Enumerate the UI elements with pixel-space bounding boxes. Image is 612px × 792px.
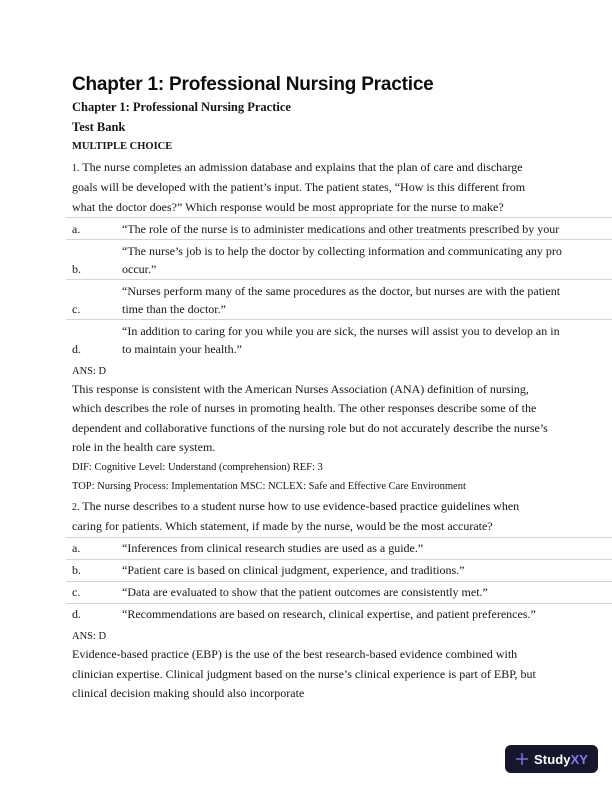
option-row	[66, 319, 612, 359]
option-letter: c.	[72, 301, 81, 316]
options-table	[66, 537, 612, 625]
option-text-line: occur.”	[122, 261, 157, 276]
option-text-line: “The role of the nurse is to administer medications and other treatments prescribed by your	[122, 221, 560, 236]
brand-suffix: XY	[570, 751, 588, 767]
brand-name: Study	[534, 751, 571, 767]
option-letter: a.	[72, 541, 81, 555]
questions-container	[72, 158, 612, 704]
option-text	[122, 560, 612, 581]
option-text	[122, 582, 612, 603]
option-row	[66, 603, 612, 625]
option-text-line: “Recommendations are based on research, clinical expertise, and patient preferences.”	[122, 607, 536, 621]
option-row	[66, 279, 612, 319]
answer-rationale: This response is consistent with the American Nurses Association (ANA) definition of nursing, which describes the role of nurses in promoting health. The other responses describe some of the dependent and collaborative functions of the nursing role but do not accurately describe the nurse’s role in the health care system.	[72, 381, 548, 454]
option-letter: b.	[72, 563, 81, 577]
option-letter: b.	[72, 261, 81, 276]
option-text	[122, 218, 612, 239]
option-row	[66, 537, 612, 559]
page-title: Chapter 1: Professional Nursing Practice	[72, 74, 434, 95]
studyxy-logo-badge	[505, 745, 598, 773]
option-text-line: “The nurse’s job is to help the doctor by collecting information and communicating any pro	[122, 243, 562, 258]
option-text-line: “Nurses perform many of the same procedures as the doctor, but nurses are with the patient	[122, 283, 561, 298]
question-text	[72, 497, 550, 537]
test-bank-label: Test Bank	[72, 119, 126, 134]
option-text-line: “In addition to caring for you while you are sick, the nurses will assist you to develop an in	[122, 323, 560, 338]
option-letter: d.	[72, 607, 81, 621]
document-content	[72, 74, 612, 704]
plus-icon	[515, 752, 529, 766]
option-text	[122, 280, 612, 319]
option-text	[122, 538, 612, 559]
question-text	[72, 158, 550, 218]
option-row	[66, 239, 612, 279]
option-text-line: “Patient care is based on clinical judgment, experience, and traditions.”	[122, 563, 465, 577]
question-number: 2.	[72, 501, 80, 513]
question-body: The nurse completes an admission database and explains that the plan of care and discharge goals will be developed with the patient’s input. The patient states, “How is this different from what the doctor does?” Which response would be most appropriate for the nurse to make?	[72, 159, 526, 214]
question-block	[72, 158, 612, 496]
option-text	[122, 320, 612, 359]
option-letter: d.	[72, 341, 81, 356]
option-text-line: time than the doctor.”	[122, 301, 226, 316]
answer-label: ANS: D	[72, 365, 107, 377]
question-block	[72, 497, 612, 704]
option-text-line: “Inferences from clinical research studies are used as a guide.”	[122, 541, 424, 555]
multiple-choice-label: MULTIPLE CHOICE	[72, 141, 173, 152]
dif-ref-line: DIF: Cognitive Level: Understand (comprehension) REF: 3	[72, 461, 323, 473]
options-table	[66, 217, 612, 359]
option-letter: a.	[72, 221, 81, 236]
option-text-line: to maintain your health.”	[122, 341, 242, 356]
option-row	[66, 217, 612, 239]
option-text	[122, 240, 612, 279]
question-number: 1.	[72, 162, 80, 174]
option-letter: c.	[72, 585, 81, 599]
option-row	[66, 559, 612, 581]
option-row	[66, 581, 612, 603]
answer-label: ANS: D	[72, 631, 107, 642]
chapter-subtitle: Chapter 1: Professional Nursing Practice	[72, 100, 291, 114]
option-text-line: “Data are evaluated to show that the patient outcomes are consistently met.”	[122, 585, 488, 599]
question-body: The nurse describes to a student nurse how to use evidence-based practice guidelines when caring for patients. Which statement, if made by the nurse, would be the most accurate?	[72, 498, 520, 533]
answer-rationale: Evidence-based practice (EBP) is the use of the best research-based evidence combined with clinician expertise. Clinical judgment based on the nurse’s clinical experience is part of EBP, but clinical decision making should also incorporate	[72, 647, 536, 700]
option-text	[122, 604, 612, 625]
top-msc-line: TOP: Nursing Process: Implementation MSC: NCLEX: Safe and Effective Care Environment	[72, 480, 466, 492]
